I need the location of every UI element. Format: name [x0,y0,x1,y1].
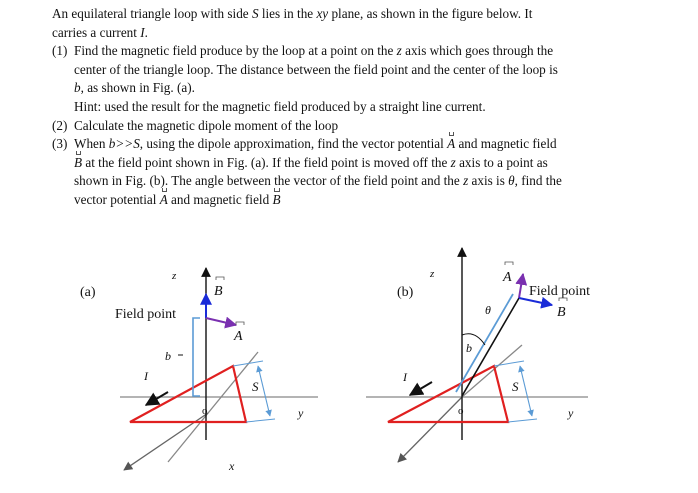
fig-b-b-label: b [466,341,472,355]
fig-a-x-label: x [229,459,235,473]
fig-a-z-label: z [172,270,177,282]
fig-b-s-ext1 [494,361,524,366]
fig-b-current-arrow [410,382,432,395]
fig-b-b-vector [519,298,552,305]
intro: An equilateral triangle loop with side S lies in the xy plane, as shown in the figure below. It [52,6,533,21]
hint: Hint: used the result for the magnetic field produced by a straight line current. [74,98,486,114]
intro-line2: carries a current I. [52,24,148,40]
fig-b-s-ext2 [508,419,537,422]
fig-b-a-vector [519,274,523,298]
fig-a-y-label: y [298,406,304,420]
fig-b-field-point-label: Field point [529,284,591,299]
fig-a-x-axis-back [168,352,258,462]
fig-a-s-dimension [258,366,270,416]
fig-b-S-label: S [512,379,519,394]
fig-a-s-ext2 [246,419,275,422]
fig-b-A-label: A [503,270,512,285]
fig-a-b-label: b [165,349,171,363]
fig-a-B-label: B [214,284,223,299]
fig-a-origin-label: o [202,405,208,417]
question-2: (2) Calculate the magnetic dipole moment of the loop [52,117,339,133]
fig-b-s-dimension [520,366,532,416]
fig-b-y-label: y [568,406,574,420]
figure-a [80,268,318,473]
fig-a-label: (a) [80,285,96,300]
figure-b [366,248,590,462]
fig-b-label: (b) [397,285,414,300]
fig-a-a-vector [206,318,236,325]
fig-a-s-ext1 [233,361,263,366]
fig-a-B-hat-icon [216,277,224,280]
fig-b-origin-label: o [458,405,464,417]
fig-b-x-axis-front [398,397,462,462]
fig-b-theta-label: θ [485,303,491,317]
question-1: (1) Find the magnetic field produce by the loop at a point on the z axis which goes through the center of the triangle loop. The distance between the field point and the center of the loop is b, as shown in Fig. (a). Hint: used the result for the magnetic field produced by a straight line current. [52,42,672,116]
fig-a-S-label: S [252,379,259,394]
fig-a-I-label: I [144,369,148,383]
fig-b-z-label: z [430,268,435,280]
fig-a-field-point-label: Field point [115,307,177,322]
fig-b-B-label: B [557,305,566,320]
fig-a-A-label: A [234,329,243,344]
question-3: (3) When b>>S, using the dipole approximation, find the vector potential A and magnetic field B at the field point shown in Fig. (a). If the field point is moved off the z axis to a point as shown in Fig. (b). The angle between the vector of the field point and the z axis is θ, find the vector potential A and magnetic field B [52,135,672,209]
fig-a-A-hat-icon [236,322,244,325]
fig-b-I-label: I [403,370,407,384]
fig-b-A-hat-icon [505,262,513,265]
